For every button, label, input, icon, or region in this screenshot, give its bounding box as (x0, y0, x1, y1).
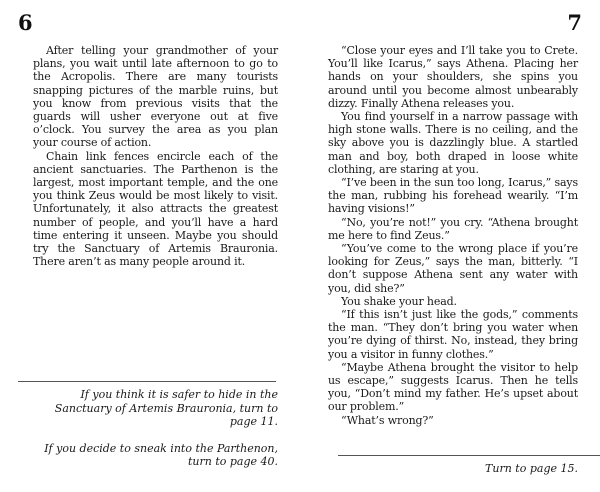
paragraph: After telling your grandmother of your plans, you wait until late afternoon to go to the Acropolis. There are many tourists snapping pictures of the marble ruins, but you know from previous visits that the guards will usher everyone out at five o’clock. You survey the area as you plan your course of action. (33, 44, 278, 150)
paragraph: “You’ve come to the wrong place if you’re looking for Zeus,” says the man, bitterly. “I don’t suppose Athena sent any water with you, did she?” (328, 242, 578, 295)
paragraph: Chain link fences encircle each of the ancient sanctuaries. The Parthenon is the largest, most important temple, and the one you think Zeus would be most likely to visit. Unfortunately, it also attracts the greatest number of people, and you’ll have a hard time entering it unseen. Maybe you should try the Sanctuary of Artemis Brauronia. There aren’t as many people around it. (33, 149, 278, 269)
page-body (328, 44, 578, 427)
paragraph: “Maybe Athena brought the visitor to help us escape,” suggests Icarus. Then he tells you, “Don’t mind my father. He’s upset about our problem.” (328, 360, 578, 414)
paragraph: “What’s wrong?” (341, 413, 434, 427)
turn-instruction[interactable]: Turn to page 15. (485, 462, 578, 475)
paragraph: “Close your eyes and I’ll take you to Crete. You’ll like Icarus,” says Athena. Placing her hands on your shoulders, she spins you around until you become almost unbearably dizzy. Finally Athena releases you. (328, 44, 578, 110)
page-body (33, 44, 278, 268)
paragraph: “No, you’re not!” you cry. “Athena brought me here to find Zeus.” (328, 215, 578, 242)
right-page (300, 0, 600, 492)
paragraph: “I’ve been in the sun too long, Icarus,” says the man, rubbing his forehead wearily. “I’m having visions!” (328, 176, 578, 216)
paragraph: You shake your head. (341, 294, 457, 308)
choice-divider (18, 381, 276, 382)
paragraph: You find yourself in a narrow passage with high stone walls. There is no ceiling, and the sky above you is dazzlingly blue. A startled man and boy, both draped in loose white clothing, are staring at you. (328, 110, 578, 176)
turn-divider (338, 455, 600, 456)
page-number: 6 (18, 10, 33, 35)
choice-option[interactable]: If you decide to sneak into the Parthenon, turn to page 40. (44, 441, 278, 468)
choice-block (28, 388, 278, 469)
page-number: 7 (567, 10, 582, 35)
choice-option[interactable]: If you think it is safer to hide in the Sanctuary of Artemis Brauronia, turn to page 11. (54, 388, 278, 428)
paragraph: “If this isn’t just like the gods,” comments the man. “They don’t bring you water when you’re dying of thirst. No, instead, they bring you a visitor in funny clothes.” (328, 308, 578, 361)
